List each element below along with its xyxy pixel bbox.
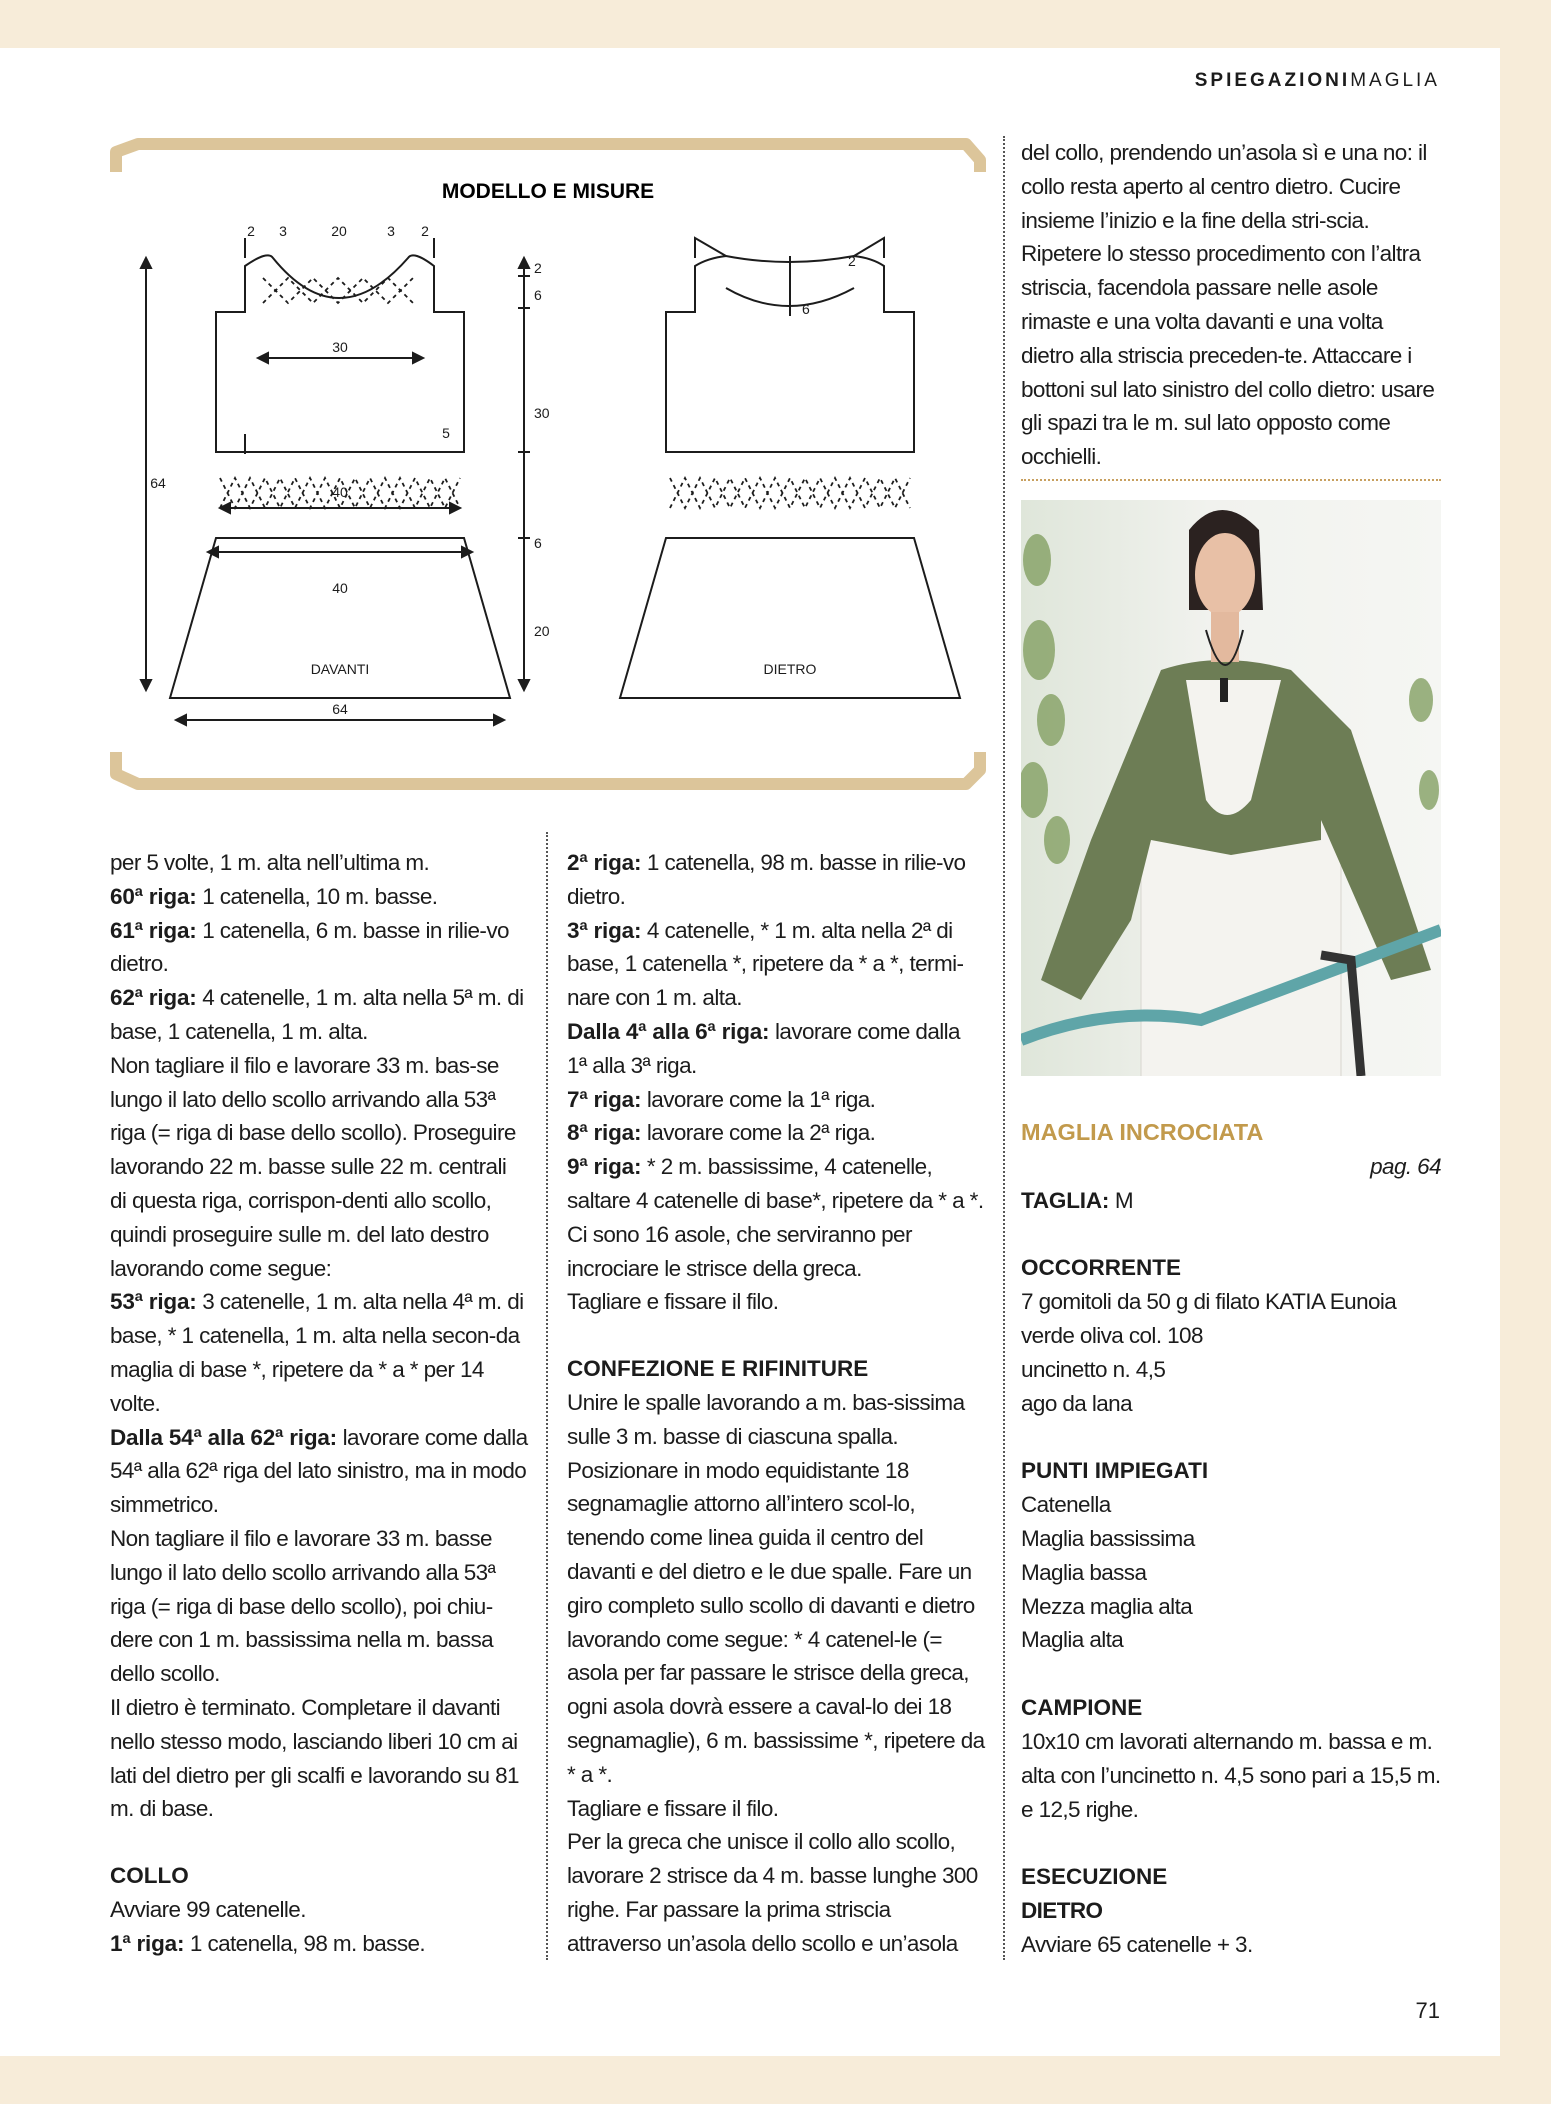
c1-r1-text: 1 catenella, 98 m. basse. — [184, 1930, 426, 1956]
punti-heading: PUNTI IMPIEGATI — [1021, 1458, 1209, 1484]
dim-top-3a: 3 — [279, 223, 287, 239]
confezione-heading: CONFEZIONE E RIFINITURE — [567, 1356, 869, 1382]
back-dim-2: 2 — [848, 253, 856, 269]
occorrente-heading: OCCORRENTE — [1021, 1255, 1182, 1281]
dietro-heading: DIETRO — [1021, 1898, 1103, 1924]
back-dimension-labels — [764, 253, 856, 677]
c2-r2-head: 2ª riga: — [567, 850, 642, 875]
c2-r3-head: 3ª riga: — [567, 917, 642, 943]
taglia-text: M — [1109, 1187, 1133, 1213]
c2-r9-head: 9ª riga: — [567, 1154, 642, 1180]
model-photo — [1021, 500, 1441, 1076]
text-column-2 — [567, 846, 985, 1961]
text-column-3 — [1021, 136, 1441, 474]
face — [1195, 533, 1255, 617]
esecuzione-text: Avviare 65 catenelle + 3. — [1021, 1931, 1253, 1957]
campione-text: 10x10 cm lavorati alternando m. bassa e m. alta con l’uncinetto n. 4,5 sono pari a 15,5 m. e 12,5 righe. — [1021, 1728, 1441, 1822]
c2-r9 — [567, 1150, 985, 1285]
horizontal-divider — [1021, 479, 1441, 481]
c1-r62 — [110, 981, 528, 1049]
header-part2: MAGLIA — [1350, 70, 1440, 91]
c2-r7 — [567, 1083, 985, 1117]
c2-para1: Tagliare e fissare il filo. — [567, 1289, 779, 1315]
dim-w-5: 5 — [442, 425, 450, 441]
occorrente-line3: ago da lana — [1021, 1390, 1133, 1416]
dim-v-6b: 6 — [534, 535, 542, 551]
back-name: DIETRO — [763, 661, 817, 677]
pattern-schematic — [108, 138, 988, 798]
c1-r1-head: 1ª riga: — [110, 1930, 185, 1956]
dim-v-20: 20 — [534, 623, 550, 639]
c1-line1: per 5 volte, 1 m. alta nell’ultima m. — [110, 850, 430, 875]
c2-r9-text: * 2 m. bassissime, 4 catenelle, saltare 4 catenelle di base*, ripetere da * a *. Ci sono 16 asole, che serviranno per incrociare le strisce della greca. — [567, 1154, 984, 1281]
c2-r4-text: lavorare come dalla 1ª alla 3ª riga. — [567, 1018, 960, 1078]
c2-r2 — [567, 846, 985, 914]
c1-r62-text: 4 catenelle, 1 m. alta nella 5ª m. di base, 1 catenella, 1 m. alta. — [110, 985, 524, 1044]
dim-top-3b: 3 — [387, 223, 395, 239]
collo-heading: COLLO — [110, 1863, 189, 1889]
taglia — [1021, 1184, 1441, 1218]
c1-r60 — [110, 880, 528, 914]
dim-w-40a: 40 — [332, 484, 348, 500]
text-column-1 — [110, 846, 528, 1961]
column-divider-1 — [546, 832, 548, 1960]
campione-heading: CAMPIONE — [1021, 1695, 1143, 1721]
dim-v-30: 30 — [534, 405, 550, 421]
c2-r8-head: 8ª riga: — [567, 1120, 642, 1146]
model-photo-illustration — [1021, 500, 1441, 1076]
text-column-4 — [1021, 1116, 1441, 1962]
c1-r54-head: Dalla 54ª alla 62ª riga: — [110, 1424, 337, 1450]
punti-item: Catenella — [1021, 1492, 1111, 1518]
front-name: DAVANTI — [310, 661, 370, 677]
punti-item: Maglia bassissima — [1021, 1525, 1195, 1551]
page-number: 71 — [1415, 1998, 1440, 2023]
c3-para1: del collo, prendendo un’asola sì e una no: il collo resta aperto al centro dietro. Cucire insieme l’inizio e la fine della stri-scia. Ripetere lo stesso procedimento con l’altra striscia, facendola passare nelle asole rimaste e una volta davanti e una volta dietro alla striscia preceden-te. Attaccare i bottoni sul lato sinistro del collo dietro: usare gli spazi tra le m. sul lato opposto come occhielli. — [1021, 140, 1435, 470]
c1-r54-text: lavorare come dalla 54ª alla 62ª riga del lato sinistro, ma in modo simmetrico. — [110, 1424, 528, 1518]
header-part1: SPIEGAZIONI — [1194, 70, 1351, 91]
front-piece — [170, 238, 510, 698]
c2-r2-text: 1 catenella, 98 m. basse in rilie-vo dietro. — [567, 850, 966, 909]
c1-r61-head: 61ª riga: — [110, 917, 197, 943]
taglia-head: TAGLIA: — [1021, 1187, 1110, 1213]
c1-para2: Non tagliare il filo e lavorare 33 m. basse lungo il lato dello scollo arrivando alla 53ª riga (= riga di base dello scollo), poi chiu-dere con 1 m. bassissima nella m. bassa dello scollo. — [110, 1525, 496, 1687]
page-reference: pag. 64 — [1370, 1153, 1441, 1179]
dim-left-64: 64 — [150, 475, 166, 491]
column-divider-2 — [1003, 136, 1005, 1960]
esecuzione-heading: ESECUZIONE — [1021, 1864, 1168, 1890]
c2-para3: Per la greca che unisce il collo allo scollo, lavorare 2 strisce da 4 m. basse lunghe 300 righe. Far passare la prima striscia attraverso un’asola dello scollo e un’asola — [567, 1829, 978, 1956]
c1-r61-text: 1 catenella, 6 m. basse in rilie-vo dietro. — [110, 917, 509, 977]
occorrente-line2: uncinetto n. 4,5 — [1021, 1356, 1166, 1382]
punti-item: Mezza maglia alta — [1021, 1593, 1193, 1619]
dim-w-40b: 40 — [332, 580, 348, 596]
dim-w-64: 64 — [332, 701, 348, 717]
punti-item: Maglia alta — [1021, 1627, 1124, 1653]
c2-para2: Tagliare e fissare il filo. — [567, 1795, 779, 1821]
occorrente-line1: 7 gomitoli da 50 g di filato KATIA Eunoia verde oliva col. 108 — [1021, 1289, 1397, 1348]
c2-r3-text: 4 catenelle, * 1 m. alta nella 2ª di base, 1 catenella *, ripetere da * a *, termi-nare con 1 m. alta. — [567, 917, 964, 1011]
c2-r8 — [567, 1116, 985, 1150]
pendant — [1220, 678, 1228, 702]
collo-text: Avviare 99 catenelle. — [110, 1896, 306, 1922]
c2-r7-head: 7ª riga: — [567, 1086, 642, 1112]
c1-para1: Non tagliare il filo e lavorare 33 m. bas-se lungo il lato dello scollo arrivando alla 53ª riga (= riga di base dello scollo). Proseguire lavorando 22 m. basse sulle 22 m. centrali di questa riga, corrispon-denti allo scollo, quindi proseguire sulle m. del lato destro lavorando come segue: — [110, 1052, 516, 1281]
dim-top-20: 20 — [331, 223, 347, 239]
c2-r7-text: lavorare come la 1ª riga. — [641, 1086, 876, 1112]
dim-v-6: 6 — [534, 287, 542, 303]
c2-r4-head: Dalla 4ª alla 6ª riga: — [567, 1018, 770, 1044]
dim-w-30: 30 — [332, 339, 348, 355]
pattern-title: MAGLIA INCROCIATA — [1021, 1119, 1264, 1145]
c2-r3 — [567, 914, 985, 1015]
punti-item: Maglia bassa — [1021, 1559, 1147, 1585]
section-header — [1160, 70, 1440, 92]
c1-r61 — [110, 914, 528, 982]
c1-r62-head: 62ª riga: — [110, 985, 197, 1011]
c1-r60-head: 60ª riga: — [110, 883, 197, 909]
c1-r54 — [110, 1421, 528, 1522]
dim-top-2a: 2 — [247, 223, 255, 239]
c2-r8-text: lavorare come la 2ª riga. — [641, 1120, 876, 1146]
c1-r60-text: 1 catenella, 10 m. basse. — [196, 883, 438, 909]
c1-r53-text: 3 catenelle, 1 m. alta nella 4ª m. di base, * 1 catenella, 1 m. alta nella secon-da maglia di base *, ripetere da * a * per 14 volte. — [110, 1289, 524, 1416]
c1-r53 — [110, 1285, 528, 1420]
c1-para3: Il dietro è terminato. Completare il davanti nello stesso modo, lasciando liberi 10 cm ai lati del dietro per gli scalfi e lavorando su 81 m. di base. — [110, 1694, 519, 1822]
dim-v-2: 2 — [534, 260, 542, 276]
back-dim-6: 6 — [802, 301, 810, 317]
back-piece — [620, 238, 960, 698]
diagram-title: MODELLO E MISURE — [441, 180, 655, 203]
dim-top-2b: 2 — [421, 223, 429, 239]
c1-r53-head: 53ª riga: — [110, 1289, 197, 1315]
front-yoke-cables — [263, 278, 413, 303]
back-band-cables — [670, 478, 910, 508]
c1-r1 — [110, 1927, 528, 1961]
confezione-text: Unire le spalle lavorando a m. bas-sissima sulle 3 m. basse di ciascuna spalla. Posizionare in modo equidistante 18 segnamaglie attorno all’intero scol-lo, tenendo come linea guida il centro del davanti e del dietro e le due spalle. Fare un giro completo sullo scollo di davanti e dietro lavorando come segue: * 4 catenel-le (= asola per far passare le strisce della greca, ogni asola dovrà essere a caval-lo dei 18 segnamaglie), 6 m. bassissime *, ripetere da * a *. — [567, 1389, 985, 1787]
c2-r4 — [567, 1015, 985, 1083]
